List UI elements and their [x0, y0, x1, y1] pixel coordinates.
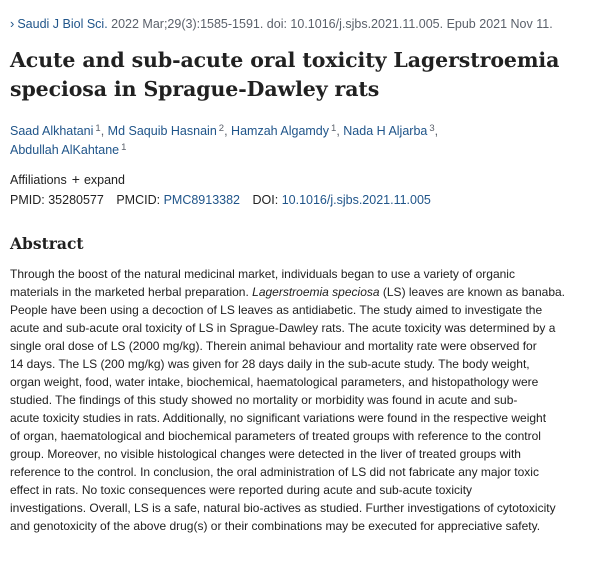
abstract-line: reference to the control. In conclusion, the oral administration of LS did not fabricate any major toxic — [10, 465, 539, 479]
doi-link[interactable]: 10.1016/j.sjbs.2021.11.005 — [281, 193, 431, 207]
abstract-line: studied. The findings of this study showed no mortality or morbidity was found in acute and sub- — [10, 393, 518, 407]
affiliation-marker[interactable]: 2 — [218, 123, 225, 134]
chevron-right-icon: › — [10, 16, 15, 31]
abstract-line: acute toxicity studies in rats. Additionally, no significant variations were found in the respective weight — [10, 411, 547, 425]
author-link[interactable]: Md Saquib Hasnain — [107, 124, 217, 138]
author-link[interactable]: Hamzah Algamdy — [231, 124, 330, 138]
pmid-value: 35280577 — [48, 193, 104, 207]
affiliation-marker[interactable]: 3 — [429, 123, 435, 134]
journal-link[interactable]: Saudi J Biol Sci. — [17, 17, 108, 31]
affiliations-toggle[interactable] — [10, 171, 125, 187]
abstract-text — [10, 265, 590, 535]
author-list: Saad Alkhatani $^1$, Md Saquib Hasnain $^2$, Hamzah Algamdy $^1$, Nada H Aljarba $^3$, Abdullah AlKahtane $^1$ — [10, 123, 439, 157]
pmcid-link[interactable]: PMC8913382 — [163, 193, 241, 207]
citation-details: 2022 Mar;29(3):1585-1591. doi: 10.1016/j.sjbs.2021.11.005. Epub 2021 Nov 11. — [107, 17, 553, 31]
abstract-line: effect in rats. No toxic consequences were reported during acute and sub-acute toxicity — [10, 483, 473, 497]
journal-citation — [10, 16, 588, 31]
abstract-line: organ weight, food, water intake, biochemical, haematological parameters, and histopathology were — [10, 375, 539, 389]
pmid-label: PMID: — [10, 193, 45, 207]
affiliation-marker[interactable]: 1 — [331, 123, 337, 134]
abstract-line: acute and sub-acute oral toxicity of LS in Sprague-Dawley rats. The acute toxicity was determined by a — [10, 321, 556, 335]
expand-label: expand — [83, 173, 125, 187]
author-link[interactable]: Saad Alkhatani — [10, 124, 94, 138]
affiliation-marker[interactable]: 1 — [95, 123, 101, 134]
abstract-line: and genotoxicity of the above drug(s) or their combinations may be executed for appreciative safety. — [10, 519, 541, 533]
abstract-line: group. Moreover, no visible histological changes were detected in the liver of treated groups with — [10, 447, 521, 461]
pmcid-label: PMCID: — [116, 193, 161, 207]
abstract-line: investigations. Overall, LS is a safe, natural bio-actives as studied. Further investigations of cytotoxicity — [10, 501, 556, 515]
affiliations-label: Affiliations — [10, 173, 67, 187]
abstract-line: materials in the marketed herbal preparation. Lagerstroemia speciosa (LS) leaves are known as banaba. — [10, 285, 565, 299]
article-title — [10, 46, 584, 104]
plus-icon: + — [71, 171, 80, 187]
author-link[interactable]: Abdullah AlKahtane — [10, 143, 120, 157]
author-link[interactable]: Nada H Aljarba — [343, 124, 428, 138]
affiliation-marker[interactable]: 1 — [121, 142, 127, 153]
species-name: Lagerstroemia speciosa — [252, 285, 380, 299]
article-title-line: Acute and sub-acute oral toxicity Lagerstroemia — [10, 48, 560, 72]
abstract-heading: Abstract — [10, 234, 84, 253]
doi-label: DOI: — [252, 193, 279, 207]
article-title-line: speciosa in Sprague-Dawley rats — [10, 77, 380, 101]
identifier-bar — [10, 193, 431, 207]
abstract-line: of organ, haematological and biochemical parameters of treated groups with reference to the control — [10, 429, 541, 443]
abstract-line: 14 days. The LS (200 mg/kg) was given for 28 days daily in the sub-acute study. The body weight, — [10, 357, 530, 371]
abstract-line: Through the boost of the natural medicinal market, individuals began to use a variety of organic — [10, 267, 515, 281]
abstract-line: single oral dose of LS (2000 mg/kg). Therein animal behaviour and mortality rate were observed for — [10, 339, 537, 353]
abstract-line: People have been using a decoction of LS leaves as antidiabetic. The study aimed to investigate the — [10, 303, 543, 317]
